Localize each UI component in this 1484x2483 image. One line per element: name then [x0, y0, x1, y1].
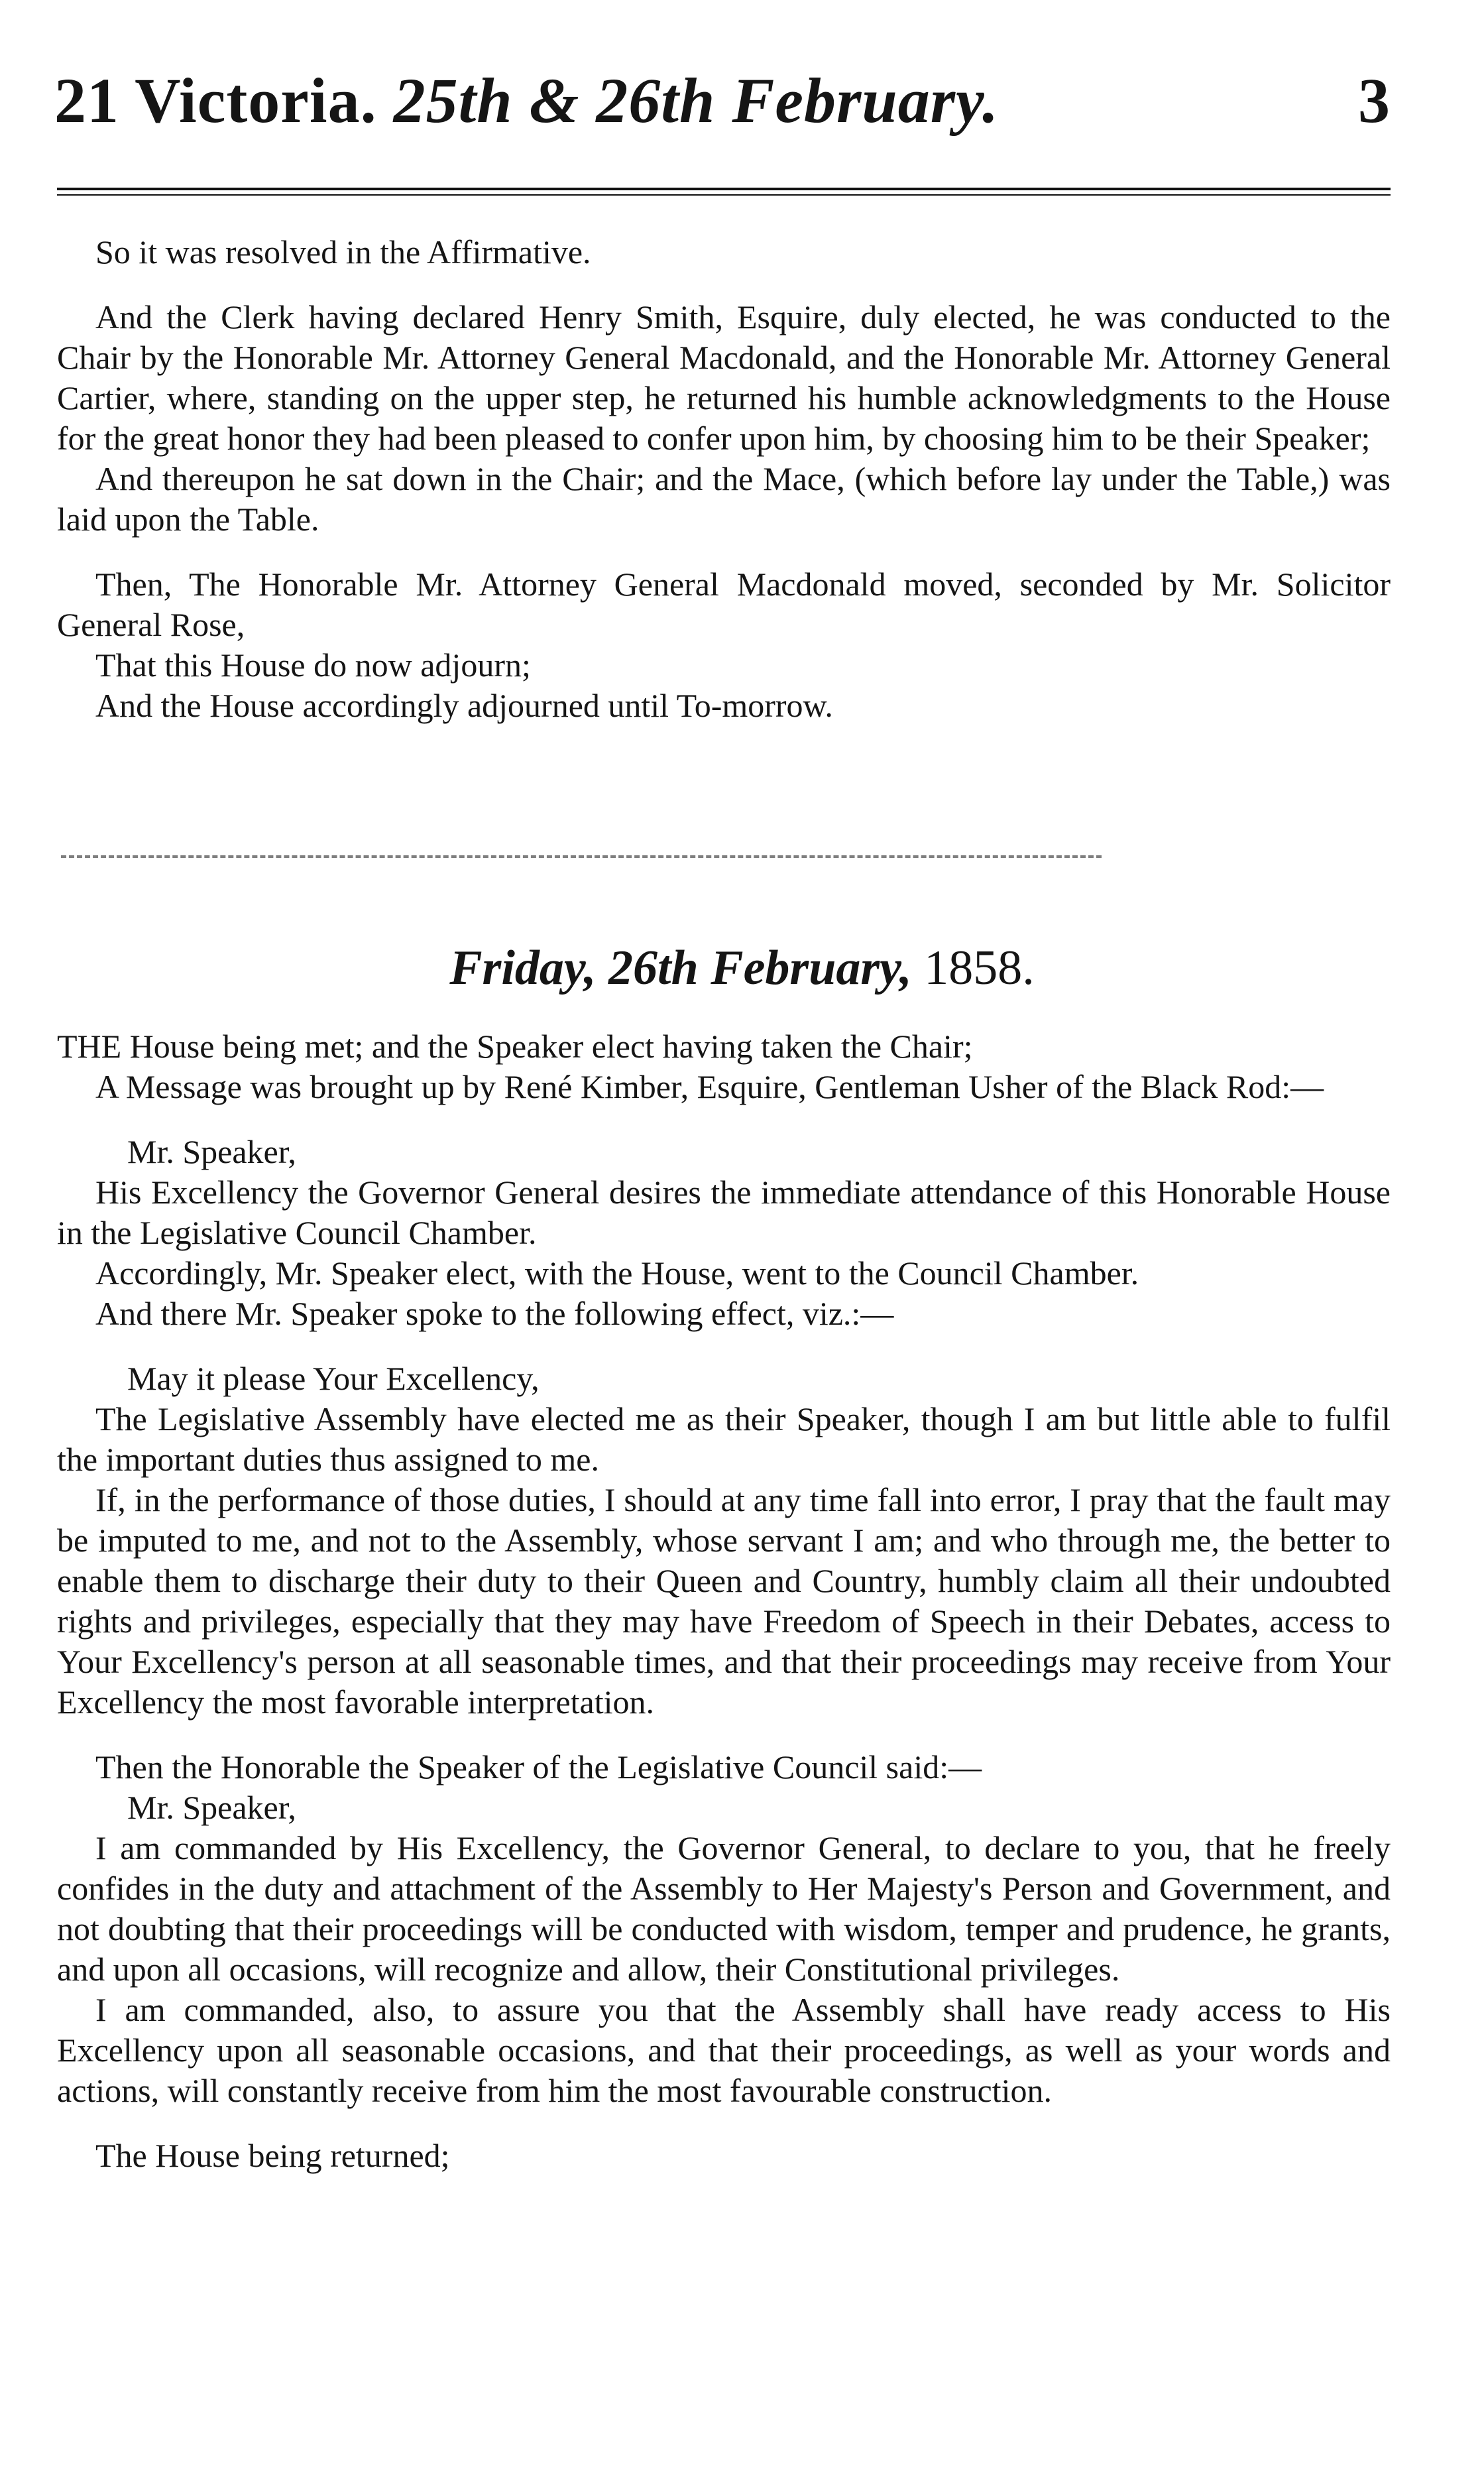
paragraph: His Excellency the Governor General desires the immediate attendance of this Honorable House in the Legislative Council Chamber. [57, 1174, 1391, 1251]
paragraph: I am commanded by His Excellency, the Governor General, to declare to you, that he freely confides in the duty and attachment of the Assembly to Her Majesty's Person and Government, and not doubting that their proceedings will be conducted with wisdom, temper and prudence, he grants, and upon all occasions, will recognize and allow, their Constitutional privileges. [57, 1829, 1391, 1988]
paragraph: Then the Honorable the Speaker of the Legislative Council said:— [95, 1748, 982, 1786]
section-separator [61, 855, 1102, 862]
paragraph: The House being returned; [95, 2137, 450, 2174]
paragraph: That this House do now adjourn; [95, 646, 531, 684]
opening-paragraph: THE House being met; and the Speaker elect having taken the Chair; [57, 1028, 973, 1065]
paragraph: Then, The Honorable Mr. Attorney General Macdonald moved, seconded by Mr. Solicitor General Rose, [57, 566, 1391, 643]
day-heading [0, 940, 1484, 997]
paragraph: Accordingly, Mr. Speaker elect, with the House, went to the Council Chamber. [95, 1254, 1139, 1292]
paragraph: I am commanded, also, to assure you that the Assembly shall have ready access to His Excellency upon all seasonable occasions, and that their proceedings, as well as your words and actions, will constantly receive from him the most favourable construction. [57, 1991, 1391, 2109]
running-header [54, 64, 1390, 150]
paragraph: So it was resolved in the Affirmative. [95, 233, 591, 271]
salutation: Mr. Speaker, [127, 1789, 296, 1826]
paragraph: And thereupon he sat down in the Chair; and the Mace, (which before lay under the Table,) was laid upon the Table. [57, 460, 1391, 538]
header-title [54, 64, 999, 137]
proceedings-section-1 [57, 232, 1391, 726]
header-rule-top [57, 188, 1391, 190]
salutation: Mr. Speaker, [127, 1133, 296, 1170]
header-rule-bottom [57, 194, 1391, 196]
paragraph: If, in the performance of those duties, I should at any time fall into error, I pray that the fault may be imputed to me, and not to the Assembly, whose servant I am; and who through me, the better to enable them to discharge their duty to their Queen and Country, humbly claim all their undoubted rights and privileges, especially that they may have Freedom of Speech in their Debates, access to Your Excellency's person at all seasonable times, and that their proceedings may receive from Your Excellency the most favorable interpretation. [57, 1481, 1391, 1721]
proceedings-section-2 [57, 1026, 1391, 2176]
regnal-year: 21 Victoria. [54, 65, 377, 136]
day-heading-year: 1858. [911, 941, 1035, 995]
page-number: 3 [1358, 65, 1390, 136]
paragraph: The Legislative Assembly have elected me as their Speaker, though I am but little able to fulfil the important duties thus assigned to me. [57, 1400, 1391, 1478]
header-dates: 25th & 26th February. [393, 65, 999, 136]
paragraph: A Message was brought up by René Kimber, Esquire, Gentleman Usher of the Black Rod:— [95, 1068, 1324, 1105]
salutation: May it please Your Excellency, [127, 1360, 540, 1397]
day-heading-date: Friday, 26th February, [449, 941, 912, 995]
paragraph: And the House accordingly adjourned until To-morrow. [95, 687, 833, 724]
paragraph: And there Mr. Speaker spoke to the following effect, viz.:— [95, 1295, 894, 1332]
paragraph: And the Clerk having declared Henry Smith, Esquire, duly elected, he was conducted to the Chair by the Honorable Mr. Attorney General Macdonald, and the Honorable Mr. Attorney General Cartier, where, standing on the upper step, he returned his humble acknowledgments to the House for the great honor they had been pleased to confer upon him, by choosing him to be their Speaker; [57, 298, 1391, 457]
